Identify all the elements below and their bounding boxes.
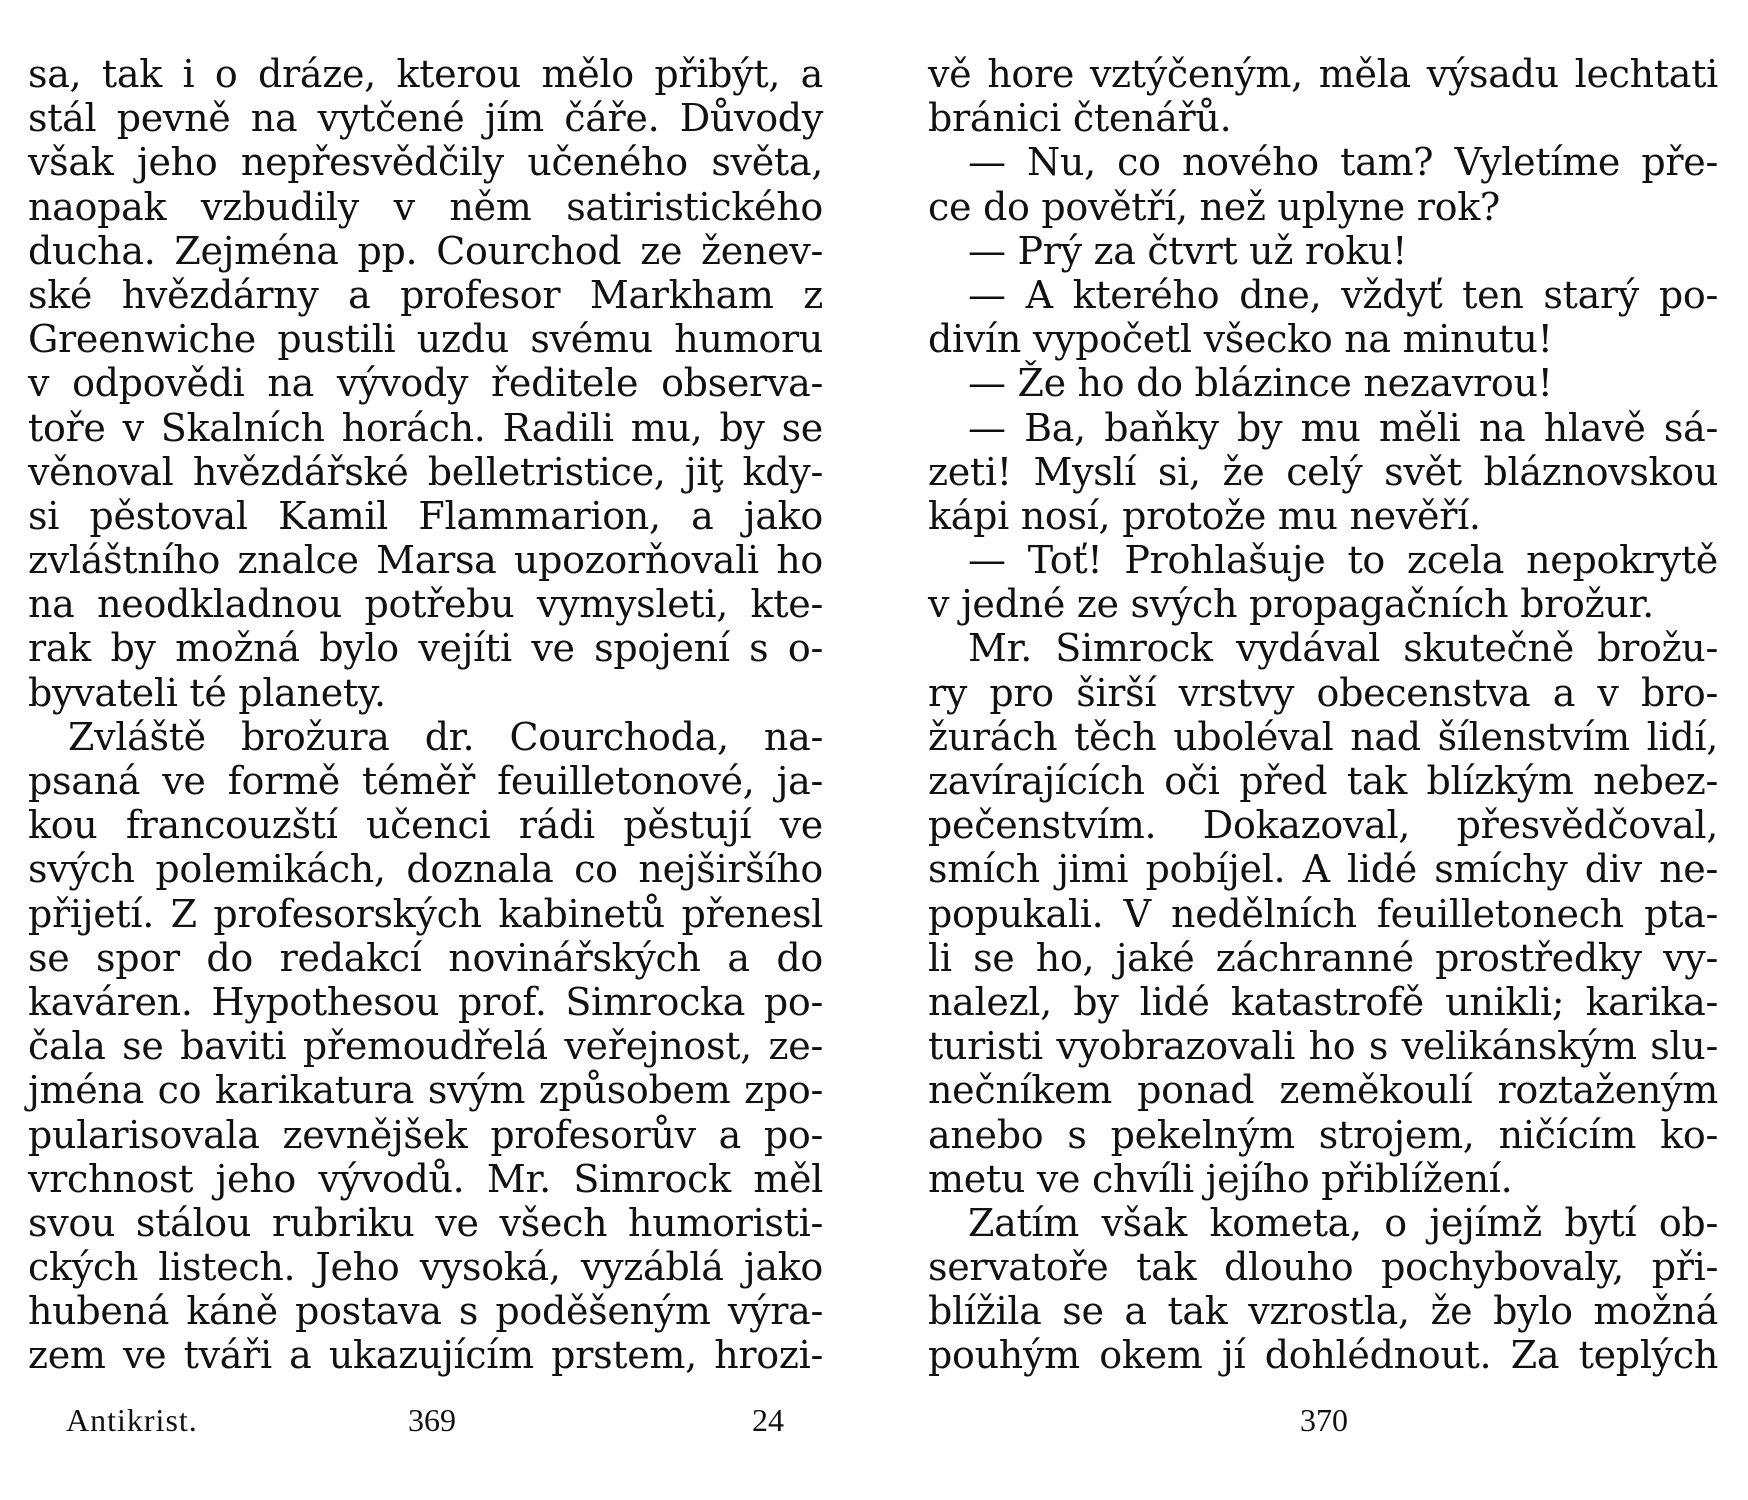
text-line: — Nu, co nového tam? Vyletíme pře- xyxy=(968,140,1718,185)
text-line: turisti vyobrazovali ho s velikánským slu- xyxy=(928,1024,1718,1069)
text-line: ckých listech. Jeho vysoká, vyzáblá jako xyxy=(28,1245,823,1290)
left-page xyxy=(28,52,823,1378)
right-page xyxy=(928,52,1718,1378)
right-page-number: 370 xyxy=(1300,1402,1348,1438)
text-line: jména co karikatura svým způsobem zpo- xyxy=(28,1068,823,1113)
text-line: zavírajících oči před tak blízkým nebez- xyxy=(928,759,1718,803)
text-line: ry pro širší vrstvy obecenstva a v bro- xyxy=(928,670,1718,715)
text-line: kápi nosí, protože mu nevěří. xyxy=(928,493,1481,538)
text-line: přijetí. Z profesorských kabinetů přenesl xyxy=(28,891,823,936)
text-line: Zvláště brožura dr. Courchoda, na- xyxy=(68,714,823,759)
text-line: svou stálou rubriku ve všech humoristi- xyxy=(28,1200,823,1245)
text-line: se spor do redakcí novinářských a do xyxy=(28,935,823,980)
text-line: — Ba, baňky by mu měli na hlavě sá- xyxy=(968,405,1718,450)
text-line: v odpovědi na vývody ředitele observa- xyxy=(28,361,823,406)
text-line: divín vypočetl všecko na minutu! xyxy=(928,317,1553,362)
text-line: rak by možná bylo vejíti ve spojení s o- xyxy=(28,626,823,671)
book-title: Antikrist. xyxy=(66,1402,198,1438)
text-line: popukali. V nedělních feuilletonech pta- xyxy=(928,891,1718,936)
text-line: zvláštního znalce Marsa upozorňovali ho xyxy=(28,538,823,583)
text-line: pularisovala zevnějšek profesorův a po- xyxy=(28,1112,823,1157)
text-line: ducha. Zejména pp. Courchod ze ženev- xyxy=(28,228,823,273)
text-line: sa, tak i o dráze, kterou mělo přibýt, a xyxy=(28,52,823,96)
left-page-number: 369 xyxy=(408,1402,456,1438)
text-line: zem ve tváři a ukazujícím prstem, hrozi- xyxy=(28,1333,823,1378)
text-line: blížila se a tak vzrostla, že bylo možná xyxy=(928,1289,1718,1334)
text-line: vrchnost jeho vývodů. Mr. Simrock měl xyxy=(28,1156,823,1201)
text-line: svých polemikách, doznala co nejširšího xyxy=(28,847,823,892)
text-line: věnoval hvězdářské belletristice, jiţ kdy- xyxy=(28,449,823,494)
text-line: hubená káně postava s poděšeným výra- xyxy=(28,1289,823,1334)
text-line: ské hvězdárny a profesor Markham z xyxy=(28,272,823,317)
text-line: pečenstvím. Dokazoval, přesvědčoval, xyxy=(928,803,1718,848)
text-line: nalezl, by lidé katastrofě unikli; karika- xyxy=(928,979,1718,1024)
text-line: — A kterého dne, vždyť ten starý po- xyxy=(968,272,1718,317)
text-line: servatoře tak dlouho pochybovaly, při- xyxy=(928,1245,1718,1290)
text-line: vě hore vztýčeným, měla výsadu lechtati xyxy=(928,52,1718,96)
text-line: ce do povětří, než uplyne rok? xyxy=(928,184,1501,229)
text-line: — Prý za čtvrt už roku! xyxy=(968,228,1408,273)
text-line: Greenwiche pustili uzdu svému humoru xyxy=(28,317,823,362)
text-line: anebo s pekelným strojem, ničícím ko- xyxy=(928,1112,1718,1157)
text-line: smích jimi pobíjel. A lidé smíchy div ne- xyxy=(928,847,1718,892)
text-line: kaváren. Hypothesou prof. Simrocka po- xyxy=(28,979,823,1024)
text-line: v jedné ze svých propagačních brožur. xyxy=(928,582,1654,627)
text-line: kou francouzští učenci rádi pěstují ve xyxy=(28,803,823,848)
text-line: na neodkladnou potřebu vymysleti, kte- xyxy=(28,582,823,627)
text-line: byvateli té planety. xyxy=(28,670,386,715)
text-line: toře v Skalních horách. Radili mu, by se xyxy=(28,405,823,450)
text-line: — Toť! Prohlašuje to zcela nepokrytě xyxy=(968,538,1718,583)
text-line: psaná ve formě téměř feuilletonové, ja- xyxy=(28,759,823,803)
text-line: zeti! Myslí si, že celý svět bláznovskou xyxy=(928,449,1718,494)
text-line: — Že ho do blázince nezavrou! xyxy=(968,361,1553,406)
signature-mark: 24 xyxy=(752,1402,784,1438)
text-line: čala se baviti přemoudřelá veřejnost, ze- xyxy=(28,1024,823,1069)
text-line: nečníkem ponad zeměkoulí roztaženým xyxy=(928,1068,1718,1113)
text-line: li se ho, jaké záchranné prostředky vy- xyxy=(928,935,1718,980)
text-line: však jeho nepřesvědčily učeného světa, xyxy=(28,140,823,185)
text-line: stál pevně na vytčené jím čáře. Důvody xyxy=(28,96,823,141)
text-line: Zatím však kometa, o jejímž bytí ob- xyxy=(968,1200,1718,1245)
text-line: metu ve chvíli jejího přiblížení. xyxy=(928,1156,1513,1201)
text-line: naopak vzbudily v něm satiristického xyxy=(28,184,823,229)
text-line: pouhým okem jí dohlédnout. Za teplých xyxy=(928,1333,1718,1378)
text-line: Mr. Simrock vydával skutečně brožu- xyxy=(968,626,1718,671)
text-line: žurách těch uboléval nad šílenstvím lidí, xyxy=(928,714,1718,759)
text-line: si pěstoval Kamil Flammarion, a jako xyxy=(28,493,823,538)
text-line: bránici čtenářů. xyxy=(928,96,1232,141)
